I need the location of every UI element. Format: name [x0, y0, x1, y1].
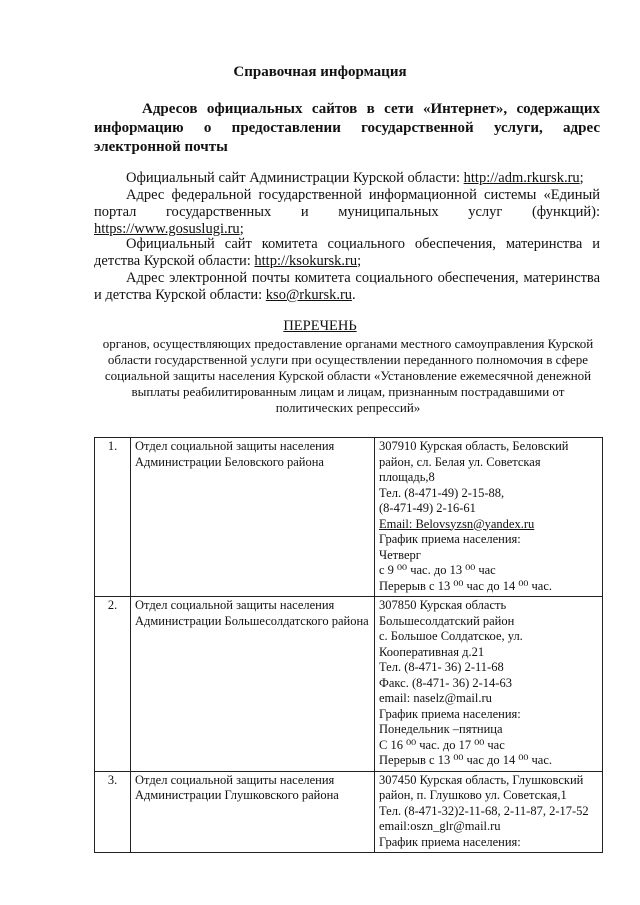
paragraph-tail: ;: [357, 253, 362, 269]
org-name: Отдел социальной защиты населения Администрации Глушковского района: [131, 771, 375, 853]
paragraph-text: Официальный сайт комитета социального обеспечения, материнства и детства Курской области:: [94, 236, 600, 269]
row-number: 2.: [95, 597, 131, 772]
paragraph-text: Официальный сайт Администрации Курской области:: [126, 170, 464, 186]
table-row: [95, 438, 603, 597]
org-contacts: [375, 438, 603, 597]
contact-line: Понедельник –пятница: [379, 722, 503, 736]
contact-line: Перерыв с 13 ⁰⁰ час до 14 ⁰⁰ час.: [379, 578, 553, 593]
email-link[interactable]: email:oszn_glr@mail.ru: [379, 819, 501, 833]
contact-line: Перерыв с 13 ⁰⁰ час до 14 ⁰⁰ час.: [379, 753, 553, 767]
org-contacts: [375, 771, 603, 853]
committee-site-link[interactable]: http://ksokursk.ru: [254, 253, 358, 269]
contact-line: Тел. (8-471- 36) 2-11-68: [379, 660, 504, 674]
contact-line: График приема населения:: [379, 532, 521, 546]
contact-line: График приема населения:: [379, 706, 521, 721]
paragraph-text: Адрес электронной почты комитета социального обеспечения, материнства и детства Курской области:: [94, 270, 600, 303]
paragraph-committee-email: [94, 270, 600, 304]
org-contacts: [375, 597, 603, 772]
committee-email-link[interactable]: kso@rkursk.ru: [265, 287, 353, 303]
contact-line: (8-471-49) 2-16-61: [379, 501, 476, 515]
paragraph-gosuslugi: [94, 187, 600, 238]
contact-line: с. Большое Солдатское, ул. Кооперативная д.21: [379, 629, 523, 659]
gosuslugi-link[interactable]: https://www.gosuslugi.ru: [94, 221, 240, 237]
contact-line: Большесолдатский район: [379, 613, 515, 628]
document-subtitle: Адресов официальных сайтов в сети «Интернет», содержащих информацию о предоставлении государственной услуги, адрес электронной почты: [94, 101, 600, 155]
list-title: ПЕРЕЧЕНЬ: [283, 318, 357, 334]
email-link[interactable]: Email: Belovsyzsn@yandex.ru: [379, 516, 535, 531]
page-title: Справочная информация: [233, 64, 407, 80]
admin-site-link[interactable]: http://adm.rkursk.ru: [463, 170, 580, 186]
contact-line: Тел. (8-471-32)2-11-68, 2-11-87, 2-17-52: [379, 803, 589, 818]
organizations-table: [94, 437, 603, 853]
table-row: [95, 597, 603, 772]
paragraph-tail: ;: [579, 170, 584, 186]
paragraph-text: Адрес федеральной государственной информационной системы «Единый портал государственных и муниципальных услуг (функций):: [94, 187, 600, 220]
row-number: 1.: [95, 438, 131, 597]
org-name: Отдел социальной защиты населения Администрации Большесолдатского района: [131, 597, 375, 772]
contact-line: с 9 ⁰⁰ час. до 13 ⁰⁰ час: [379, 563, 496, 577]
contact-line: Тел. (8-471-49) 2-15-88,: [379, 485, 505, 500]
paragraph-admin-site: [94, 170, 600, 187]
email-link[interactable]: email: naselz@mail.ru: [379, 691, 492, 705]
contact-line: Факс. (8-471- 36) 2-14-63: [379, 675, 512, 690]
contact-line: 307910 Курская область, Беловский район, сл. Белая ул. Советская площадь,8: [379, 439, 569, 484]
contact-line: 307450 Курская область, Глушковский район, п. Глушково ул. Советская,1: [379, 772, 584, 802]
contact-line: График приема населения:: [379, 834, 521, 849]
table-row: [95, 771, 603, 853]
paragraph-committee-site: [94, 236, 600, 270]
paragraph-tail: ;: [239, 221, 244, 237]
row-number: 3.: [95, 771, 131, 853]
contact-line: Четверг: [379, 547, 421, 562]
contact-line: С 16 ⁰⁰ час. до 17 ⁰⁰ час: [379, 737, 505, 752]
list-description: органов, осуществляющих предоставление органами местного самоуправления Курской области государственной услуги при осуществлении переданного полномочия в сфере социальной защиты населения Курской области «Установление ежемесячной денежной выплаты реабилитированным лицам и лицам, признанным пострадавшими от политических репрессий»: [102, 336, 594, 415]
contact-line: 307850 Курская область: [379, 598, 507, 612]
org-name: Отдел социальной защиты населения Администрации Беловского района: [131, 438, 375, 597]
paragraph-tail: .: [352, 287, 356, 303]
